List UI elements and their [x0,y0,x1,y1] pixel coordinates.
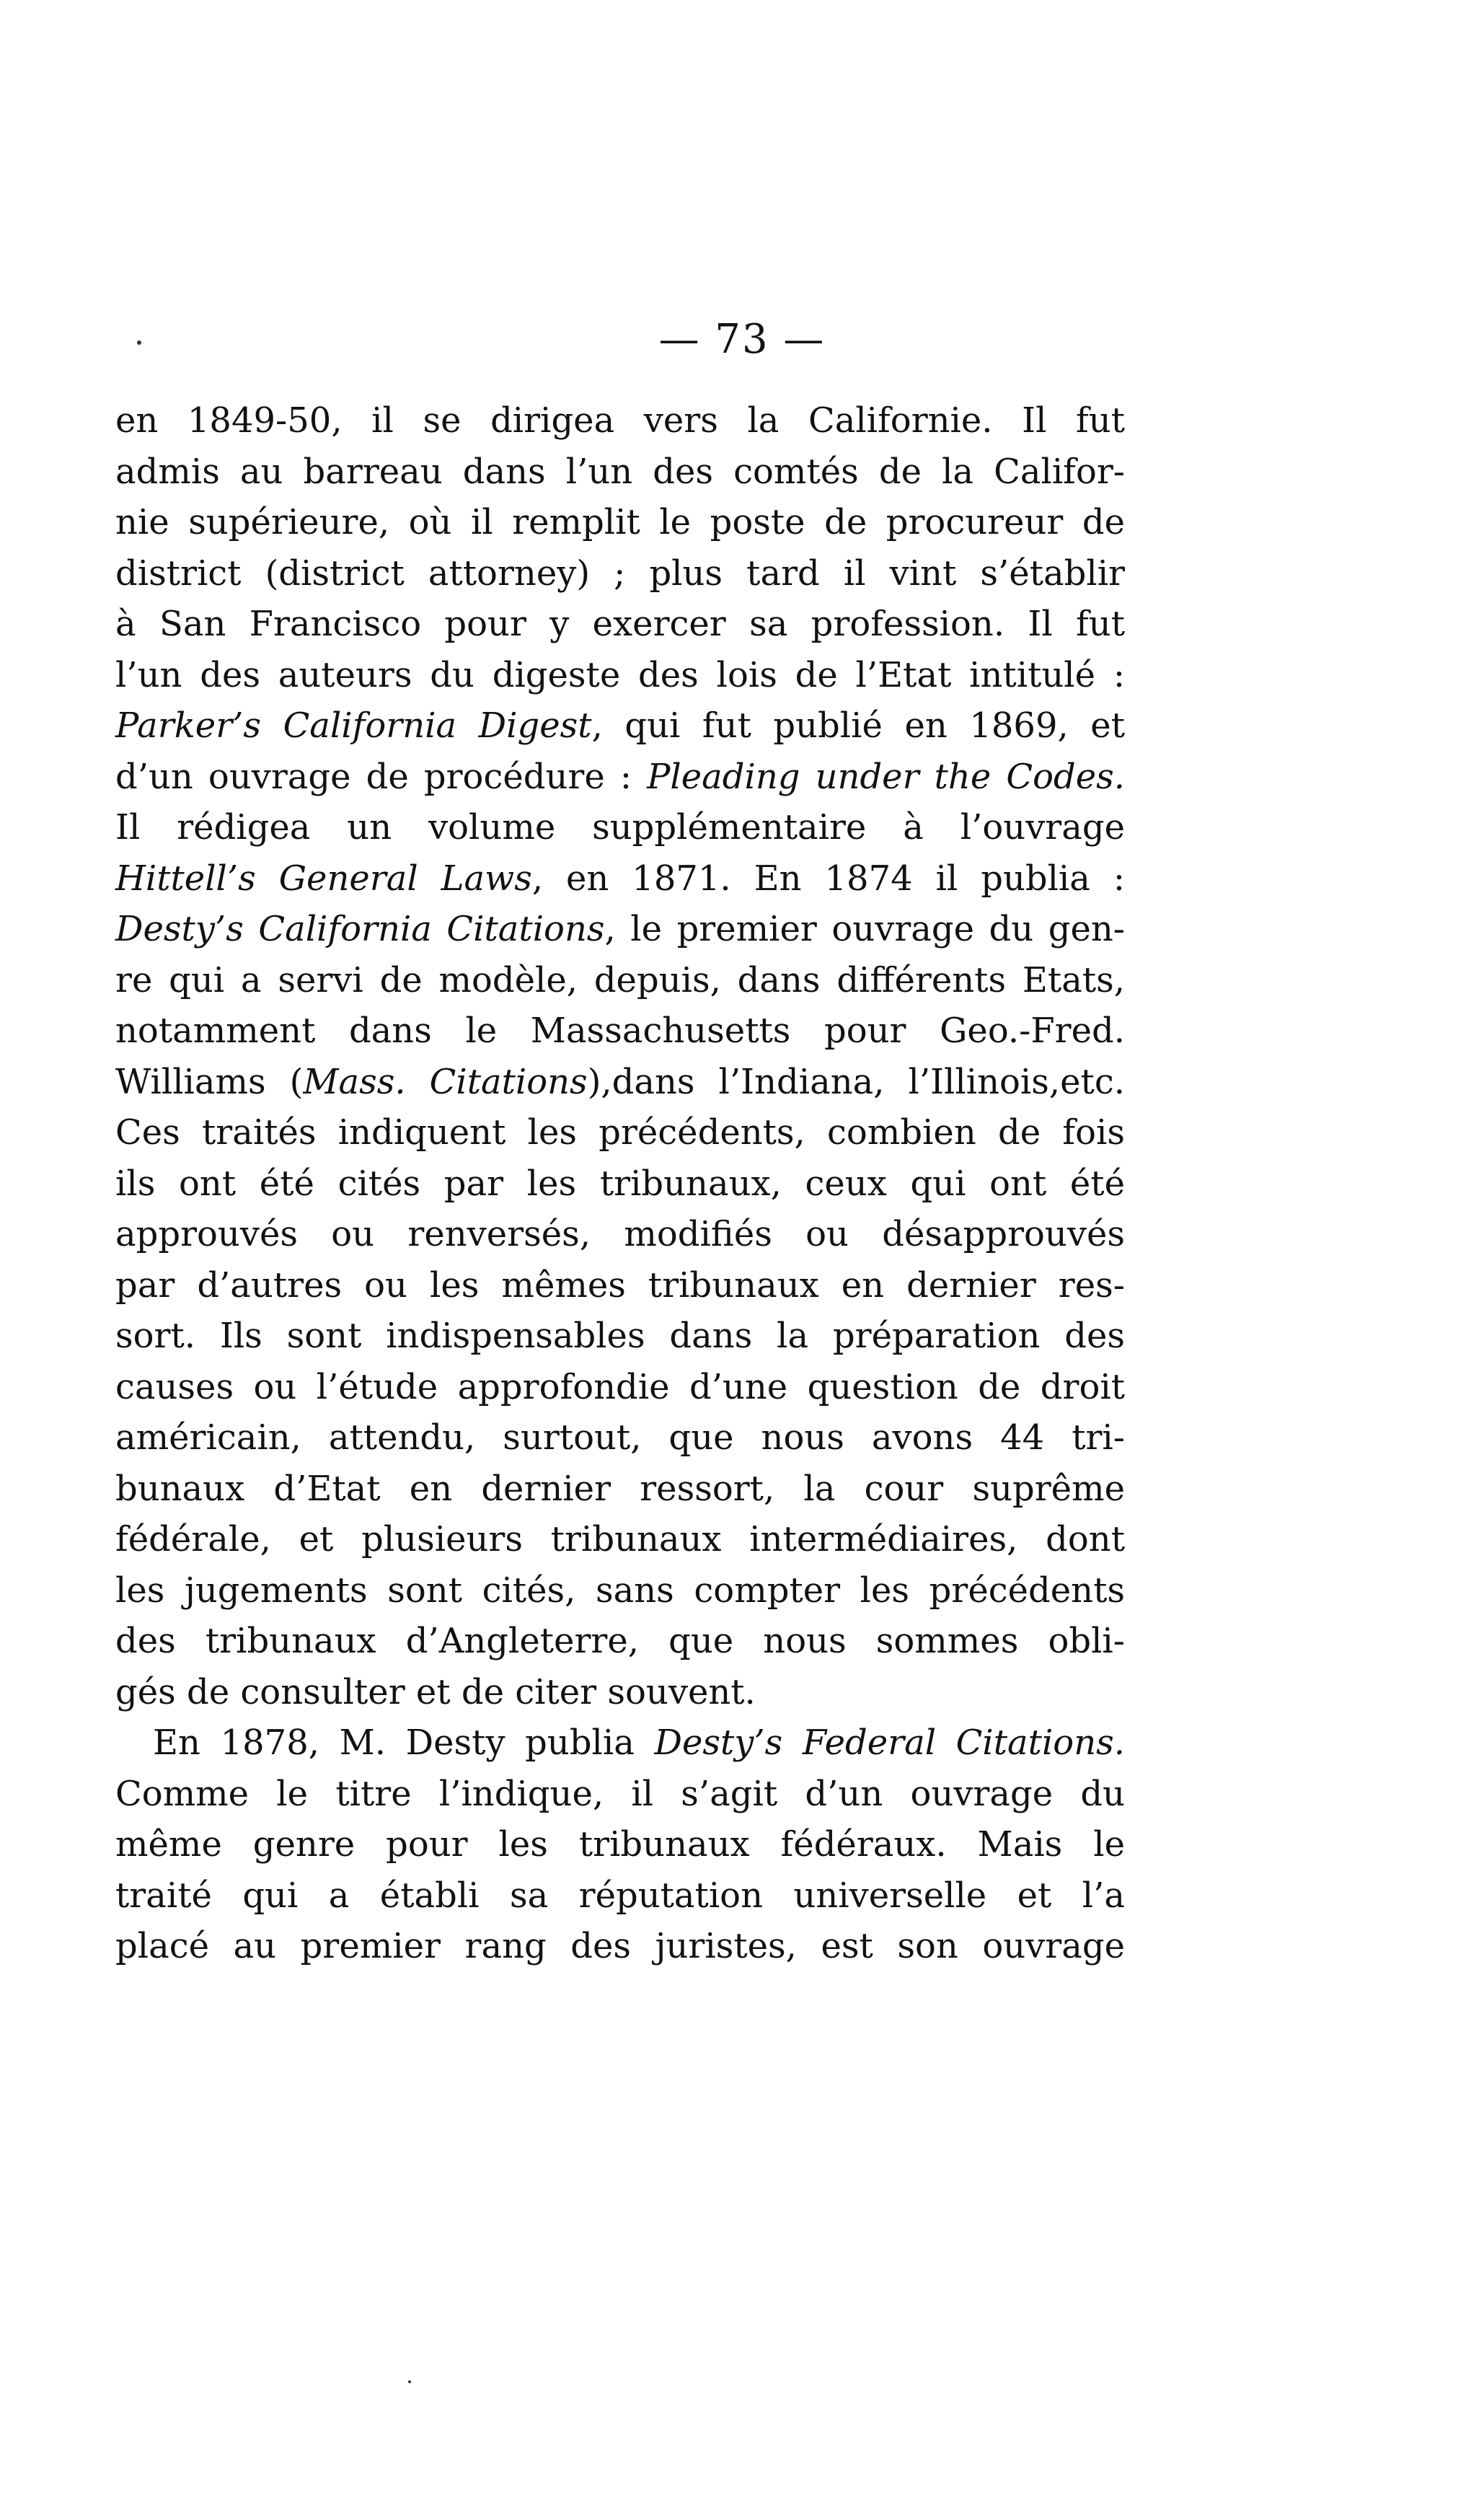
text-segment: fédérale, et plusieurs tribunaux intermédiaires, dont [115,1519,1125,1559]
text-segment: causes ou l’étude approfondie d’une question de droit [115,1366,1125,1407]
text-line [115,1870,1125,1922]
text-segment: bunaux d’Etat en dernier ressort, la cour suprême [115,1468,1125,1509]
text-segment: Il rédigea un volume supplémentaire à l’ouvrage [115,807,1125,848]
text-segment: ils ont été cités par les tribunaux, ceux qui ont été [115,1163,1125,1204]
text-segment: placé au premier rang des juristes, est son ouvrage [115,1926,1125,1966]
text-segment: Williams ( [115,1061,304,1102]
italic-title: Desty’s California Citations [115,909,605,949]
stray-dot [137,340,141,345]
text-segment: ),dans l’Indiana, l’Illinois,etc. [587,1061,1125,1102]
text-segment: district (district attorney) ; plus tard il vint s’établir [115,553,1125,594]
text-line [115,1717,1125,1769]
text-segment: d’un ouvrage de procédure : [115,756,648,797]
text-segment: , qui fut publié en 1869, et [591,705,1125,746]
text-line [115,1514,1125,1565]
text-segment: notamment dans le Massachusetts pour Geo.-Fred. [115,1011,1125,1051]
text-segment: En 1878, M. Desty publia [153,1722,655,1763]
text-line [115,1260,1125,1311]
text-line [115,802,1125,853]
text-segment: américain, attendu, surtout, que nous avons 44 tri- [115,1417,1125,1458]
text-segment: l’un des auteurs du digeste des lois de l’Etat intitulé : [115,654,1125,695]
italic-title: Pleading under the Codes. [647,756,1125,797]
text-segment: des tribunaux d’Angleterre, que nous sommes obli- [115,1621,1125,1661]
text-line [115,1464,1125,1515]
text-segment: même genre pour les tribunaux fédéraux. Mais le [115,1824,1125,1865]
text-line [115,1158,1125,1210]
text-segment: re qui a servi de modèle, depuis, dans différents Etats, [115,959,1125,1000]
text-line [115,497,1125,548]
text-line [115,1107,1125,1158]
text-segment: Comme le titre l’indique, il s’agit d’un ouvrage du [115,1773,1125,1814]
text-line [115,1057,1125,1108]
text-line [115,1819,1125,1870]
page-number: — 73 — [658,316,826,363]
text-segment: à San Francisco pour y exercer sa profession. Il fut [115,604,1125,644]
text-segment: par d’autres ou les mêmes tribunaux en dernier res- [115,1264,1125,1306]
text-line [115,1769,1125,1820]
text-line [115,1209,1125,1260]
text-line [115,1412,1125,1464]
text-line [115,955,1125,1006]
text-segment: admis au barreau dans l’un des comtés de la Califor- [115,451,1125,492]
text-line [115,1565,1125,1616]
text-line [115,700,1125,752]
text-line [115,1921,1125,1972]
text-line [115,1006,1125,1057]
text-line [115,548,1125,599]
text-line [115,752,1125,803]
text-line [115,1362,1125,1413]
text-segment: sort. Ils sont indispensables dans la préparation des [115,1316,1125,1356]
text-segment: les jugements sont cités, sans compter les précédents [115,1570,1125,1611]
text-line [115,1616,1125,1667]
text-line [115,446,1125,498]
text-segment: , le premier ouvrage du gen- [604,909,1125,949]
italic-title: Desty’s Federal Citations. [654,1722,1125,1763]
text-line [115,395,1125,446]
text-line [115,1311,1125,1362]
text-line [115,599,1125,650]
text-segment: , en 1871. En 1874 il publia : [531,858,1126,899]
text-segment: gés de consulter et de citer souvent. [115,1671,756,1712]
text-line [115,1667,1125,1718]
text-segment: nie supérieure, où il remplit le poste de procureur de [115,502,1125,542]
text-line [115,650,1125,701]
text-segment: approuvés ou renversés, modifiés ou désapprouvés [115,1214,1125,1254]
italic-title: Parker’s California Digest [115,705,592,746]
text-segment: Ces traités indiquent les précédents, combien de fois [115,1112,1125,1153]
text-segment: traité qui a établi sa réputation universelle et l’a [115,1875,1125,1916]
text-segment: en 1849-50, il se dirigea vers la Californie. Il fut [115,400,1125,441]
italic-title: Mass. Citations [303,1061,588,1102]
text-line [115,904,1125,955]
italic-title: Hittell’s General Laws [115,858,532,899]
stray-dot [408,2380,411,2383]
body-text [115,395,1125,1972]
text-line [115,853,1125,905]
